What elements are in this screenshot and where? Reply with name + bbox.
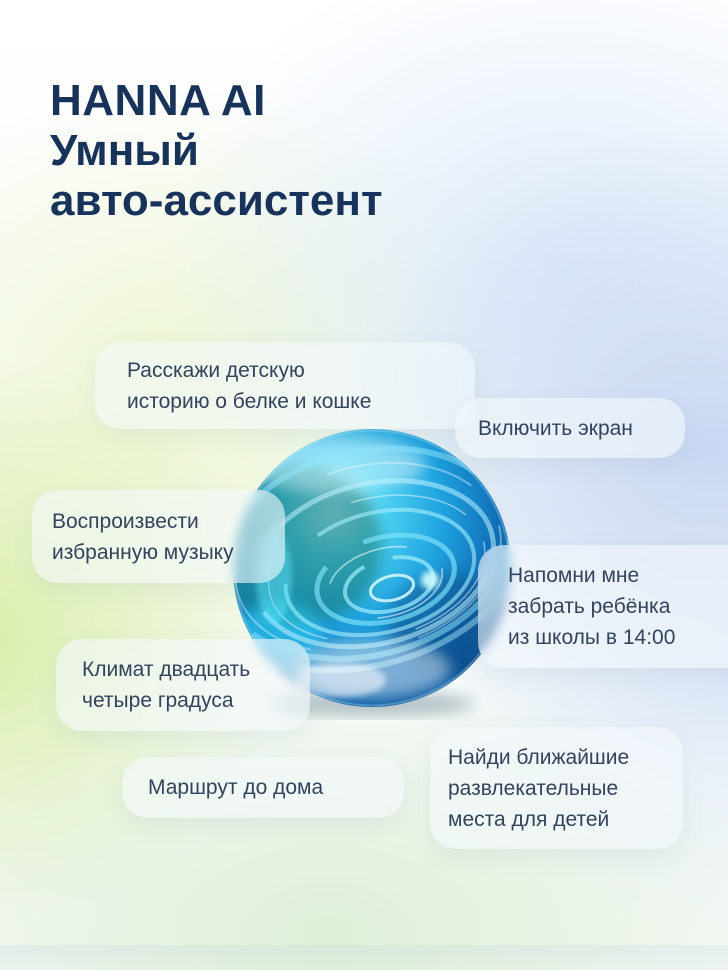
bubble-line: четыре градуса: [82, 689, 234, 712]
brand-name: HANNA AI: [50, 76, 266, 125]
bubble-line: Напомни мне: [508, 564, 640, 587]
bubble-line: Маршрут до дома: [148, 776, 324, 799]
voice-command-bubble-route: [122, 757, 404, 818]
bubble-line: забрать ребёнка: [508, 595, 671, 618]
bubble-line: развлекательные: [448, 776, 619, 800]
bubble-line: избранную музыку: [52, 540, 234, 564]
voice-command-bubble-climate: [56, 639, 310, 731]
floor-divider: [0, 945, 728, 970]
title-line-1: Умный: [50, 126, 199, 175]
bubble-line: Найди ближайшие: [448, 745, 630, 769]
bubble-line: историю о белке и кошке: [127, 389, 372, 413]
bubble-line: Расскажи детскую: [127, 358, 305, 382]
bubble-line: Включить экран: [478, 416, 633, 440]
title-line-2: авто-ассистент: [50, 176, 383, 225]
voice-command-bubble-reminder: [478, 545, 728, 668]
voice-command-bubble-music: [32, 490, 285, 583]
bubble-line: из школы в 14:00: [508, 626, 676, 649]
voice-command-bubble-story: [95, 342, 475, 429]
voice-command-bubble-places: [430, 727, 683, 849]
bubble-line: Воспроизвести: [52, 509, 199, 533]
voice-command-bubble-screen: [455, 398, 685, 458]
bubble-line: места для детей: [448, 807, 610, 831]
bubble-line: Климат двадцать: [82, 658, 251, 681]
page-title: [50, 76, 383, 226]
